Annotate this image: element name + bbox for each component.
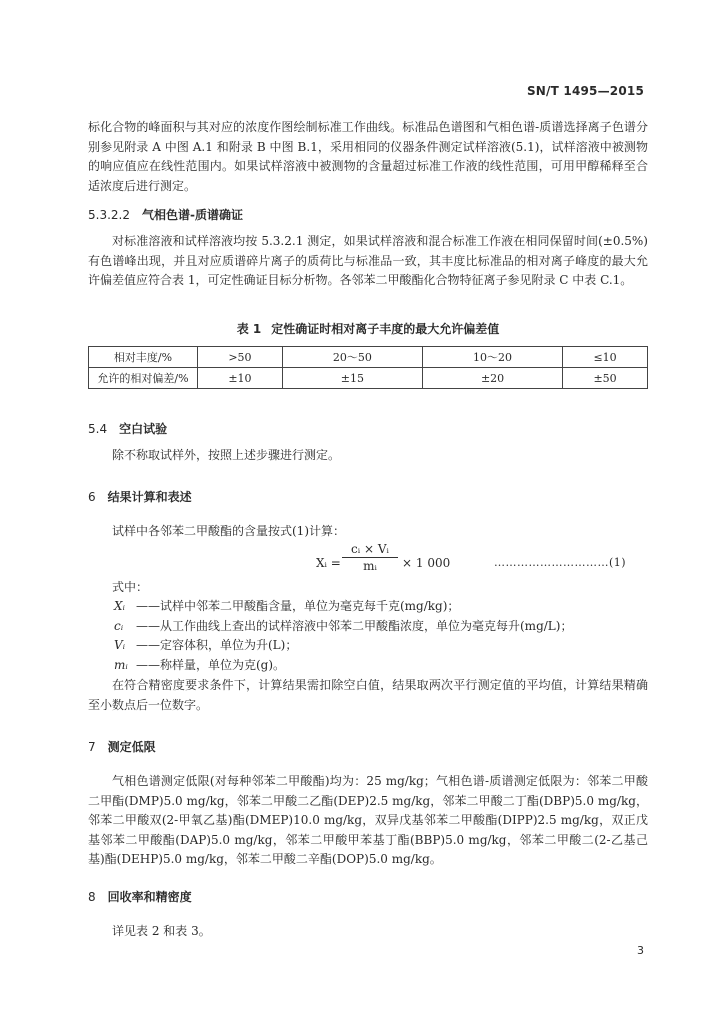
section-number: 5.3.2.2: [88, 208, 130, 222]
intro-paragraph: 标化合物的峰面积与其对应的浓度作图绘制标准工作曲线。标准品色谱图和气相色谱-质谱选择离子色谱分别参见附录 A 中图 A.1 和附录 B 中图 B.1，采用相同的仪器条件测定试样溶液(5.1)，试样溶液中被测物的响应值应在线性范围内。如果试样溶液中被测物的含量超过标准工作液的线性范围，可用甲醇稀释至合适浓度后进行测定。: [88, 120, 648, 193]
section-5-4-heading: [88, 420, 167, 437]
table-1: [88, 346, 648, 389]
variable-description: ——称样量，单位为克(g)。: [136, 658, 286, 672]
variable-description: ——试样中邻苯二甲酸酯含量，单位为毫克每千克(mg/kg)；: [136, 599, 460, 613]
formula-reference: …………………………(1): [494, 556, 627, 569]
table-cell: ≤10: [563, 347, 648, 368]
table-number: 表 1: [236, 322, 262, 336]
formula-lhs: Xᵢ =: [316, 556, 341, 570]
formula-fraction: [342, 542, 398, 573]
table-1-title: [88, 320, 648, 337]
formula-numerator: cᵢ × Vᵢ: [342, 542, 398, 558]
where-label: 式中：: [112, 580, 149, 594]
table-cell: ±15: [282, 368, 422, 389]
section-number: 5.4: [88, 422, 108, 436]
section-title: 结果计算和表述: [107, 490, 192, 504]
row-label: 允许的相对偏差/%: [89, 368, 198, 389]
variable-symbol: cᵢ: [114, 619, 124, 633]
section-title: 回收率和精密度: [107, 890, 192, 904]
variable-definition: [114, 656, 285, 676]
section-8-body: 详见表 2 和表 3。: [112, 924, 211, 938]
variable-definition: [114, 597, 459, 617]
section-number: 6: [88, 490, 96, 504]
section-6-conclusion: 在符合精密度要求条件下，计算结果需扣除空白值，结果取两次平行测定值的平均值，计算结果精确至小数点后一位数字。: [88, 678, 648, 712]
section-7-heading: [88, 738, 156, 755]
standard-code: SN/T 1495—2015: [526, 84, 644, 98]
section-5-3-2-2-body: 对标准溶液和试样溶液均按 5.3.2.1 测定，如果试样溶液和混合标准工作液在相同保留时间(±0.5%)有色谱峰出现，并且对应质谱碎片离子的质荷比与标准品一致，其丰度比标准品的相对离子峰度的最大允许偏差值应符合表 1，可定性确证目标分析物。各邻苯二甲酸酯化合物特征离子参见附录 C 中表 C.1。: [88, 234, 648, 287]
variable-symbol: Xᵢ: [114, 599, 125, 613]
variable-definition: [114, 636, 297, 656]
table-cell: ±10: [198, 368, 283, 389]
table-row: [89, 347, 648, 368]
section-8-heading: [88, 888, 192, 905]
section-title: 气相色谱-质谱确证: [141, 208, 243, 222]
variable-symbol: Vᵢ: [114, 638, 126, 652]
page-number: 3: [637, 944, 644, 957]
section-title: 测定低限: [107, 740, 156, 754]
variable-description: ——从工作曲线上查出的试样溶液中邻苯二甲酸酯浓度，单位为毫克每升(mg/L)；: [136, 619, 573, 633]
section-5-3-2-2-heading: [88, 206, 243, 223]
section-title: 空白试验: [119, 422, 168, 436]
section-number: 8: [88, 890, 96, 904]
table-title-text: 定性确证时相对离子丰度的最大允许偏差值: [271, 322, 500, 336]
variable-description: ——定容体积，单位为升(L)；: [136, 638, 298, 652]
variable-symbol: mᵢ: [114, 658, 128, 672]
section-5-4-body: 除不称取试样外，按照上述步骤进行测定。: [112, 448, 341, 462]
section-6-heading: [88, 488, 192, 505]
table-cell: ±20: [422, 368, 562, 389]
table-row: [89, 368, 648, 389]
table-cell: 10～20: [422, 347, 562, 368]
formula-rhs: × 1 000: [402, 556, 451, 570]
section-6-intro: 试样中各邻苯二甲酸酯的含量按式(1)计算：: [112, 524, 345, 538]
formula-denominator: mᵢ: [363, 559, 377, 573]
row-label: 相对丰度/%: [89, 347, 198, 368]
table-cell: >50: [198, 347, 283, 368]
table-cell: ±50: [563, 368, 648, 389]
variable-definition: [114, 617, 572, 637]
section-7-body: 气相色谱测定低限(对每种邻苯二甲酸酯)均为：25 mg/kg；气相色谱-质谱测定低限为：邻苯二甲酸二甲酯(DMP)5.0 mg/kg，邻苯二甲酸二乙酯(DEP)2.5 mg/kg，邻苯二甲酸二丁酯(DBP)5.0 mg/kg，邻苯二甲酸双(2-甲氧乙基)酯(DMEP)10.0 mg/kg，双异戊基邻苯二甲酸酯(DIPP)2.5 mg/kg，双正戊基邻苯二甲酸酯(DAP)5.0 mg/kg，邻苯二甲酸甲苯基丁酯(BBP)5.0 mg/kg，邻苯二甲酸二(2-乙基己基)酯(DEHP)5.0 mg/kg，邻苯二甲酸二辛酯(DOP)5.0 mg/kg。: [88, 774, 648, 866]
section-number: 7: [88, 740, 96, 754]
table-cell: 20～50: [282, 347, 422, 368]
